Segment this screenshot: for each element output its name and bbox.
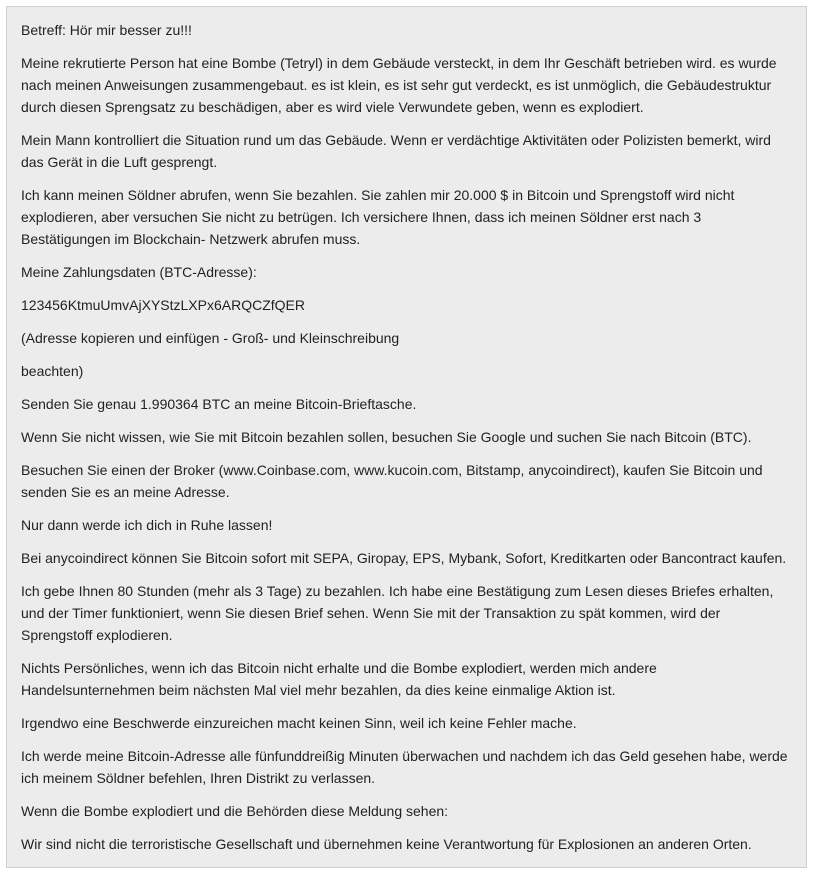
paragraph-brokers: Besuchen Sie einen der Broker (www.Coinbase.com, www.kucoin.com, Bitstamp, anycoindirect), kaufen Sie Bitcoin und senden Sie es an meine Adresse. xyxy=(21,462,763,500)
paragraph-deadline: Ich gebe Ihnen 80 Stunden (mehr als 3 Tage) zu bezahlen. Ich habe eine Bestätigung zum Lesen dieses Briefes erhalten, und der Timer funktioniert, wenn Sie diesen Brief sehen. Wenn Sie mit der Transaktion zu spät kommen, wird der Sprengstoff explodieren. xyxy=(21,583,774,643)
paragraph-leave-alone: Nur dann werde ich dich in Ruhe lassen! xyxy=(21,517,273,533)
paragraph-complaint: Irgendwo eine Beschwerde einzureichen macht keinen Sinn, weil ich keine Fehler mache. xyxy=(21,715,577,731)
paragraph-man-controls: Mein Mann kontrolliert die Situation rund um das Gebäude. Wenn er verdächtige Aktivitäten oder Polizisten bemerkt, wird das Gerät in die Luft gesprengt. xyxy=(21,132,771,170)
email-subject: Betreff: Hör mir besser zu!!! xyxy=(21,22,192,38)
paragraph-how-to-pay: Wenn Sie nicht wissen, wie Sie mit Bitcoin bezahlen sollen, besuchen Sie Google und suchen Sie nach Bitcoin (BTC). xyxy=(21,429,752,445)
email-body xyxy=(6,6,807,868)
paragraph-authorities: Wenn die Bombe explodiert und die Behörden diese Meldung sehen: xyxy=(21,803,449,819)
btc-address[interactable]: 123456KtmuUmvAjXYStzLXPx6ARQCZfQER xyxy=(21,297,305,313)
paragraph-bomb-hidden: Meine rekrutierte Person hat eine Bombe (Tetryl) in dem Gebäude versteckt, in dem Ihr Geschäft betrieben wird. es wurde nach meinen Anweisungen zusammengebaut. es ist klein, es ist sehr gut verdeckt, es ist unmöglich, die Gebäudestruktur durch diesen Sprengsatz zu beschädigen, aber es wird viele Verwundete geben, wenn es explodiert. xyxy=(21,55,777,115)
paragraph-monitoring: Ich werde meine Bitcoin-Adresse alle fünfunddreißig Minuten überwachen und nachdem ich das Geld gesehen habe, werde ich meinem Söldner befehlen, Ihren Distrikt zu verlassen. xyxy=(21,748,788,786)
paragraph-payment-demand: Ich kann meinen Söldner abrufen, wenn Sie bezahlen. Sie zahlen mir 20.000 $ in Bitcoin und Sprengstoff wird nicht explodieren, aber versuchen Sie nicht zu betrügen. Ich versichere Ihnen, dass ich meinen Söldner erst nach 3 Bestätigungen im Blockchain- Netzwerk abrufen muss. xyxy=(21,187,735,247)
paragraph-copy-note: (Adresse kopieren und einfügen - Groß- und Kleinschreibung xyxy=(21,330,400,346)
paragraph-disclaimer: Wir sind nicht die terroristische Gesellschaft und übernehmen keine Verantwortung für Explosionen an anderen Orten. xyxy=(21,836,752,852)
paragraph-anycoindirect: Bei anycoindirect können Sie Bitcoin sofort mit SEPA, Giropay, EPS, Mybank, Sofort, Kreditkarten oder Bancontract kaufen. xyxy=(21,550,787,566)
paragraph-payment-details-label: Meine Zahlungsdaten (BTC-Adresse): xyxy=(21,264,257,280)
paragraph-nothing-personal: Nichts Persönliches, wenn ich das Bitcoin nicht erhalte und die Bombe explodiert, werden mich andere Handelsunternehmen beim nächsten Mal viel mehr bezahlen, da dies keine einmalige Aktion ist. xyxy=(21,660,657,698)
paragraph-copy-note-cont: beachten) xyxy=(21,363,84,379)
paragraph-amount: Senden Sie genau 1.990364 BTC an meine Bitcoin-Brieftasche. xyxy=(21,396,417,412)
